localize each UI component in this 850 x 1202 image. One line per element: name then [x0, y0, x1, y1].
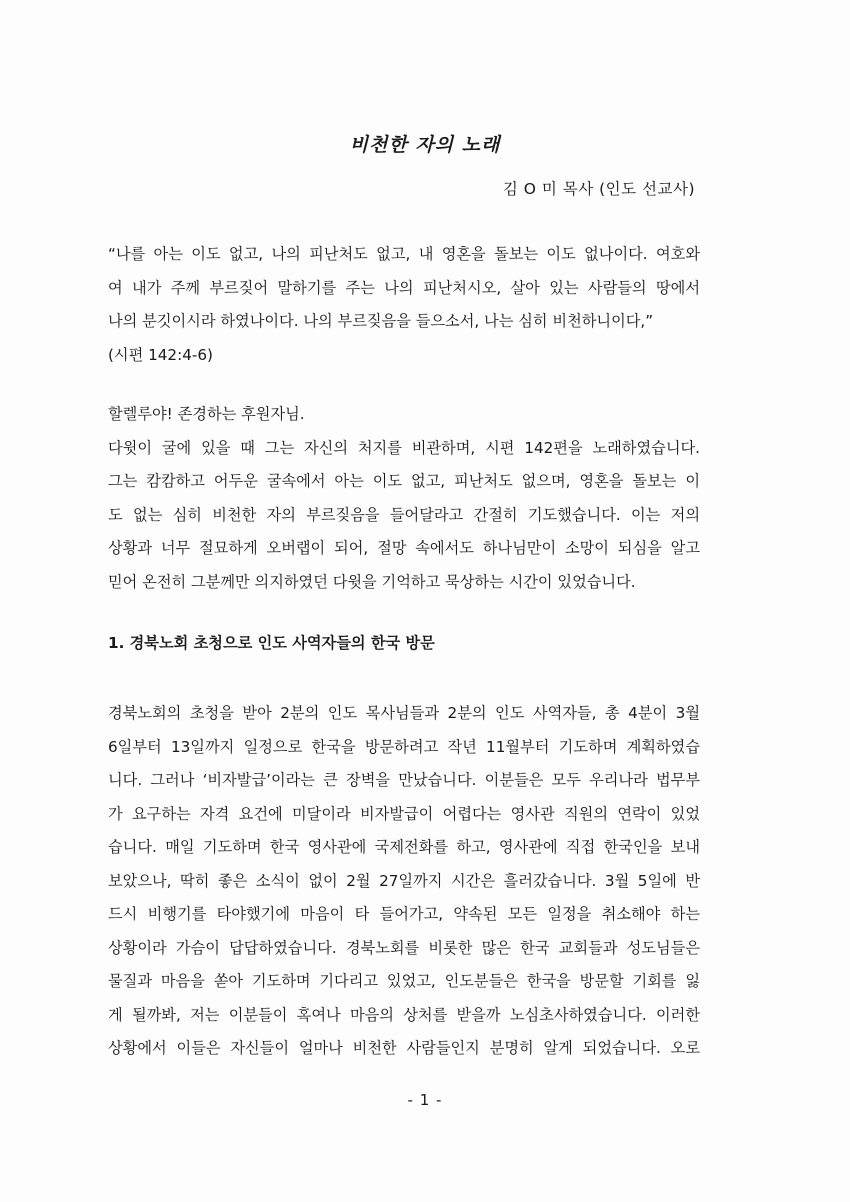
- body-line: 물질과 마음을 쏟아 기도하며 기다리고 있었고, 인도분들은 한국을 방문할 기회를 잃: [108, 972, 700, 990]
- body-line: 상황이라 가슴이 답답하였습니다. 경북노회를 비롯한 많은 한국 교회들과 성도님들은: [108, 938, 700, 957]
- body-line: 드시 비행기를 타야했기에 마음이 타 들어가고, 약속된 모든 일정을 취소해야 하는: [108, 905, 700, 923]
- quote-line: 여 내가 주께 부르짖어 말하기를 주는 나의 피난처시오, 살아 있는 사람들의 땅에서: [108, 278, 700, 297]
- body-line: 게 될까봐, 저는 이분들이 혹여나 마음의 상처를 받을까 노심초사하였습니다. 이러한: [108, 1005, 700, 1024]
- greeting-line: 도 없는 심히 비천한 자의 부르짖음을 들어달라고 간절히 기도했습니다. 이는 저의: [108, 505, 700, 524]
- body-line: 상황에서 이들은 자신들이 얼마나 비천한 사람들인지 분명히 알게 되었습니다. 오로: [108, 1039, 700, 1057]
- body-line: 가 요구하는 자격 요건에 미달이라 비자발급이 어렵다는 영사관 직원의 연락이 있었: [108, 804, 700, 823]
- quote-line: “나를 아는 이도 없고, 나의 피난처도 없고, 내 영혼을 돌보는 이도 없나이다. 여호와: [108, 245, 700, 263]
- greeting-line: 그는 캄캄하고 어두운 굴속에서 아는 이도 없고, 피난처도 없으며, 영혼을 돌보는 이: [108, 472, 700, 490]
- greeting-line: 믿어 온전히 그분께만 의지하였던 다윗을 기억하고 묵상하는 시간이 있었습니다.: [108, 572, 636, 591]
- greeting-line: 상황과 너무 절묘하게 오버랩이 되어, 절망 속에서도 하나님만이 소망이 되심을 알고: [108, 539, 700, 557]
- scripture-quote: [108, 238, 700, 372]
- body-line: 6일부터 13일까지 일정으로 한국을 방문하려고 작년 11월부터 기도하며 계획하였습: [108, 737, 700, 756]
- body-line: 니다. 그러나 ‘비자발급’이라는 큰 장벽을 만났습니다. 이분들은 모두 우리나라 법무부: [108, 771, 700, 789]
- body-line: 습니다. 매일 기도하며 한국 영사관에 국제전화를 하고, 영사관에 직접 한국인을 보내: [108, 838, 700, 856]
- section-body: [108, 697, 700, 1066]
- quote-line: 나의 분깃이시라 하였나이다. 나의 부르짖음을 들으소서, 나는 심히 비천하니이다,”: [108, 312, 654, 330]
- page-number: - 1 -: [407, 1091, 443, 1109]
- body-line: 경북노회의 초청을 받아 2분의 인도 목사님들과 2분의 인도 사역자들, 총 4분이 3월: [108, 704, 700, 722]
- greeting-paragraph: [108, 398, 700, 599]
- document-title: 비천한 자의 노래: [349, 134, 501, 156]
- quote-reference: (시편 142:4-6): [108, 345, 213, 364]
- document-author: 김 O 미 목사 (인도 선교사): [502, 180, 695, 198]
- section-heading: 1. 경북노회 초청으로 인도 사역자들의 한국 방문: [108, 634, 435, 652]
- body-line: 보았으나, 딱히 좋은 소식이 없이 2월 27일까지 시간은 흘러갔습니다. 3월 5일에 반: [108, 871, 700, 890]
- greeting-line: 다윗이 굴에 있을 때 그는 자신의 처지를 비관하며, 시편 142편을 노래하였습니다.: [108, 438, 700, 457]
- greeting-line: 할렐루야! 존경하는 후원자님.: [108, 405, 305, 423]
